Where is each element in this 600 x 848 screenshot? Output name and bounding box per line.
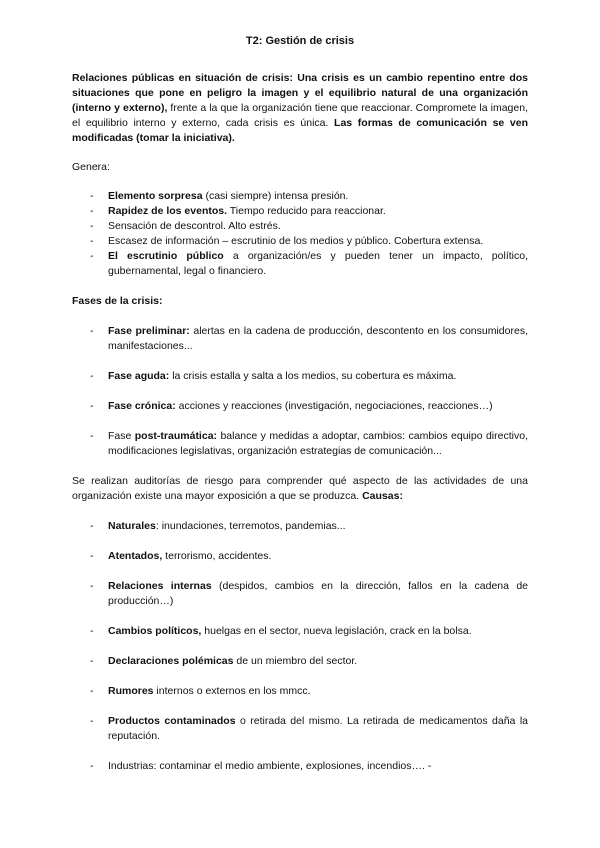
- fases-list: [72, 324, 528, 459]
- item-bold: Atentados,: [108, 550, 163, 562]
- dash-bullet: -: [90, 205, 94, 217]
- item-bold: El escrutinio público: [108, 250, 224, 262]
- dash-bullet: -: [90, 190, 94, 202]
- item-bold: Rapidez de los eventos.: [108, 205, 228, 217]
- item-text: Escasez de información – escrutinio de los medios y público. Cobertura extensa.: [108, 235, 484, 247]
- dash-bullet: -: [90, 760, 94, 772]
- dash-bullet: -: [90, 520, 94, 532]
- dash-bullet: -: [90, 400, 94, 412]
- item-text: acciones y reacciones (investigación, negociaciones, reacciones…): [175, 400, 493, 412]
- intro-text-1: frente a la que la organización tiene que reaccionar. Compromete la imagen, el equilibrio interno y externo, cada crisis es única.: [72, 102, 528, 129]
- item-text: alertas en la cadena de producción, descontento en los consumidores, manifestaciones...: [108, 325, 528, 352]
- list-item: [72, 324, 528, 354]
- item-bold: Rumores: [108, 685, 154, 697]
- dash-bullet: -: [90, 370, 94, 382]
- auditorias-text: Se realizan auditorías de riesgo para comprender qué aspecto de las actividades de una organización existe una mayor exposición a que se produzca.: [72, 475, 528, 502]
- item-bold: Elemento sorpresa: [108, 190, 203, 202]
- list-item: [72, 429, 528, 459]
- item-bold: Fase preliminar:: [108, 325, 190, 337]
- dash-bullet: -: [90, 685, 94, 697]
- list-item: [72, 654, 528, 669]
- list-item: [72, 759, 528, 774]
- genera-list: [72, 189, 528, 279]
- dash-bullet: -: [90, 250, 94, 262]
- item-bold: Relaciones internas: [108, 580, 212, 592]
- item-text: o retirada del mismo. La retirada de medicamentos daña la reputación.: [108, 715, 529, 742]
- list-item: [72, 624, 528, 639]
- item-text: Industrias: contaminar el medio ambiente, explosiones, incendios…. -: [108, 760, 432, 772]
- item-text: : inundaciones, terremotos, pandemias...: [155, 520, 346, 532]
- item-prefix: Fase: [108, 430, 135, 442]
- dash-bullet: -: [90, 550, 94, 562]
- dash-bullet: -: [90, 325, 94, 337]
- item-bold: Fase aguda:: [108, 370, 170, 382]
- item-bold: post-traumática:: [134, 430, 218, 442]
- item-text: (despidos, cambios en la dirección, fallos en la cadena de producción…): [108, 580, 528, 607]
- item-bold: Declaraciones polémicas: [108, 655, 234, 667]
- list-item: [72, 219, 528, 234]
- dash-bullet: -: [90, 625, 94, 637]
- list-item: [72, 234, 528, 249]
- item-bold: Fase crónica:: [108, 400, 176, 412]
- causas-label: Causas:: [362, 490, 403, 502]
- fases-heading: Fases de la crisis:: [72, 295, 163, 307]
- item-text: Tiempo reducido para reaccionar.: [227, 205, 386, 217]
- auditorias-paragraph: [72, 474, 528, 504]
- document-title: T2: Gestión de crisis: [245, 35, 355, 47]
- item-bold: Naturales: [108, 520, 156, 532]
- list-item: [72, 714, 528, 744]
- item-text: a organización/es y pueden tener un impacto, político, gubernamental, legal o financiero.: [108, 250, 528, 277]
- list-item: [72, 189, 528, 204]
- list-item: [72, 399, 528, 414]
- intro-bold-1: Relaciones públicas en situación de crisis: Una crisis es un cambio repentino entre dos situaciones que pone en peligro la imagen y el equilibrio natural de una organización (interno y externo),: [72, 72, 528, 114]
- list-item: [72, 549, 528, 564]
- document-page: [72, 34, 528, 789]
- list-item: [72, 684, 528, 699]
- list-item: [72, 249, 528, 279]
- genera-label: Genera:: [72, 161, 110, 173]
- item-text: de un miembro del sector.: [233, 655, 358, 667]
- item-text: internos o externos en los mmcc.: [153, 685, 311, 697]
- list-item: [72, 579, 528, 609]
- item-bold: Productos contaminados: [108, 715, 236, 727]
- dash-bullet: -: [90, 715, 94, 727]
- dash-bullet: -: [90, 220, 94, 232]
- item-text: balance y medidas a adoptar, cambios: cambios equipo directivo, modificaciones legislativas, organización estrategias de comunicación...: [108, 430, 528, 457]
- list-item: [72, 204, 528, 219]
- list-item: [72, 369, 528, 384]
- item-text: huelgas en el sector, nueva legislación, crack en la bolsa.: [201, 625, 472, 637]
- intro-bold-2: Las formas de comunicación se ven modificadas (tomar la iniciativa).: [72, 117, 528, 144]
- dash-bullet: -: [90, 430, 94, 442]
- item-text: (casi siempre) intensa presión.: [202, 190, 349, 202]
- intro-paragraph: [72, 71, 528, 146]
- item-text: terrorismo, accidentes.: [162, 550, 272, 562]
- dash-bullet: -: [90, 235, 94, 247]
- item-text: Sensación de descontrol. Alto estrés.: [108, 220, 281, 232]
- causas-list: [72, 519, 528, 774]
- item-bold: Cambios políticos,: [108, 625, 202, 637]
- dash-bullet: -: [90, 580, 94, 592]
- item-text: la crisis estalla y salta a los medios, su cobertura es máxima.: [169, 370, 457, 382]
- dash-bullet: -: [90, 655, 94, 667]
- list-item: [72, 519, 528, 534]
